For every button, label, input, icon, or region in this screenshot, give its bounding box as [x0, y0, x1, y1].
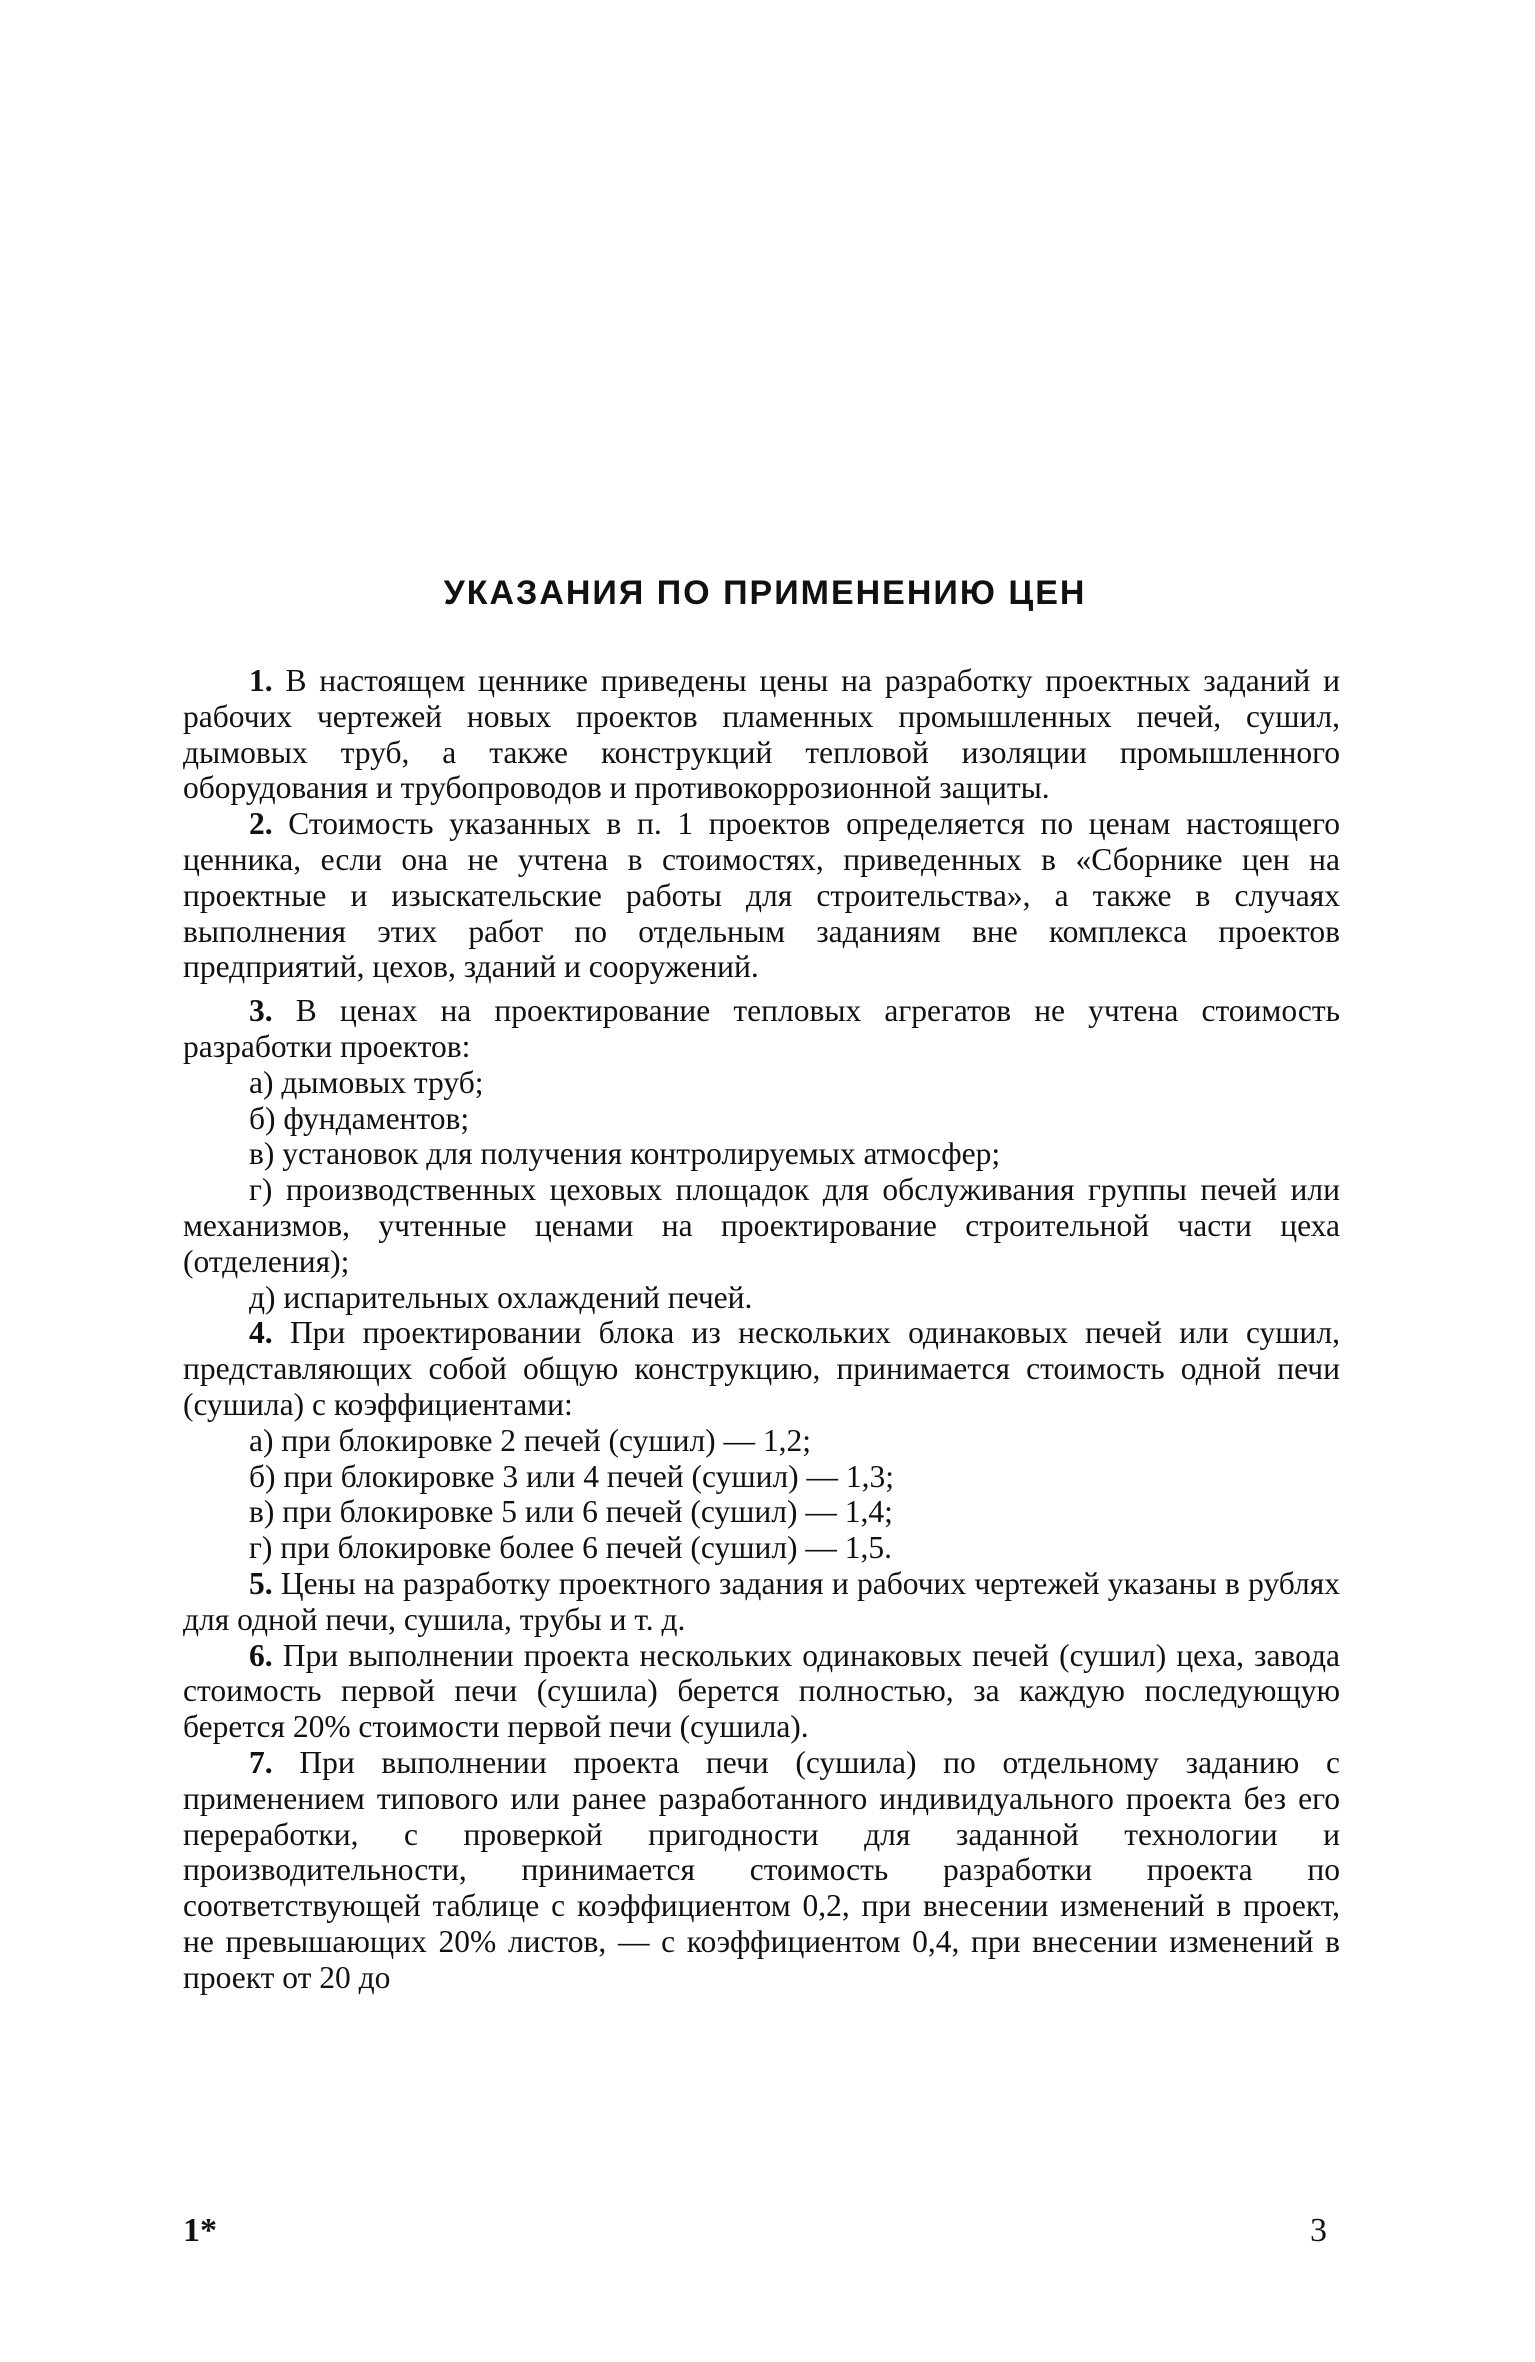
list-item: а) при блокировке 2 печей (сушил) — 1,2;: [249, 1422, 812, 1458]
paragraph-number: 3.: [249, 993, 273, 1029]
paragraph-text: В настоящем ценнике приведены цены на разработку проектных заданий и рабочих чертежей новых проектов пламенных промышленных печей, сушил, дымовых труб, а также конструкций тепловой изоляции промышленного оборудования и трубопроводов и противокоррозионной защиты.: [183, 663, 1340, 806]
list-item: г) при блокировке более 6 печей (сушил) — 1,5.: [249, 1530, 893, 1566]
list-item: б) при блокировке 3 или 4 печей (сушил) — 1,3;: [249, 1458, 895, 1494]
paragraph-7: [183, 1745, 1340, 1996]
signature-mark: 1*: [183, 2212, 217, 2249]
list-item: б) фундаментов;: [249, 1100, 470, 1136]
list-item: д) испарительных охлаждений печей.: [249, 1279, 753, 1315]
paragraph-3: [183, 993, 1340, 1065]
paragraph-4: [183, 1315, 1340, 1422]
paragraph-text: При выполнении проекта печи (сушила) по отдельному заданию с применением типового или ранее разработанного индивидуального проекта без его переработки, с проверкой пригодности для заданной технологии и производительности, принимается стоимость разработки проекта по соответствующей таблице с коэффициентом 0,2, при внесении изменений в проект, не превышающих 20% листов, — с коэффициентом 0,4, при внесении изменений в проект от 20 до: [183, 1744, 1340, 1995]
body-text: [183, 663, 1340, 1995]
paragraph-6: [183, 1638, 1340, 1745]
paragraph-text: При выполнении проекта нескольких одинаковых печей (сушил) цеха, завода стоимость первой печи (сушила) берется полностью, за каждую последующую берется 20% стоимости первой печи (сушила).: [183, 1637, 1340, 1745]
list-item: а) дымовых труб;: [249, 1064, 484, 1100]
paragraph-number: 2.: [249, 806, 273, 842]
paragraph-text: В ценах на проектирование тепловых агрегатов не учтена стоимость разработки проектов:: [183, 993, 1340, 1064]
page-title: УКАЗАНИЯ ПО ПРИМЕНЕНИЮ ЦЕН: [443, 574, 1087, 612]
paragraph-text: При проектировании блока из нескольких одинаковых печей или сушил, представляющих собой общую конструкцию, принимается стоимость одной печи (сушила) с коэффициентами:: [183, 1315, 1340, 1422]
list-item: г) производственных цеховых площадок для обслуживания группы печей или механизмов, учтенные ценами на проектирование строительной части цеха (отделения);: [183, 1172, 1340, 1279]
paragraph-number: 1.: [249, 663, 273, 698]
paragraph-text: Цены на разработку проектного задания и рабочих чертежей указаны в рублях для одной печи, сушила, трубы и т. д.: [183, 1565, 1340, 1637]
list-item: в) при блокировке 5 или 6 печей (сушил) — 1,4;: [249, 1494, 893, 1530]
paragraph-number: 4.: [249, 1315, 273, 1351]
page-number: 3: [1310, 2212, 1327, 2249]
paragraph-number: 5.: [249, 1565, 273, 1601]
paragraph-2: [183, 806, 1340, 985]
paragraph-5: [183, 1566, 1340, 1638]
paragraph-number: 7.: [249, 1744, 273, 1780]
paragraph-1: [183, 663, 1340, 806]
list-item: в) установок для получения контролируемых атмосфер;: [249, 1136, 1001, 1172]
paragraph-number: 6.: [249, 1637, 273, 1673]
paragraph-text: Стоимость указанных в п. 1 проектов определяется по ценам настоящего ценника, если она не учтена в стоимостях, приведенных в «Сборнике цен на проектные и изыскательские работы для строительства», а также в случаях выполнения этих работ по отдельным заданиям вне комплекса проектов предприятий, цехов, зданий и сооружений.: [183, 806, 1340, 985]
